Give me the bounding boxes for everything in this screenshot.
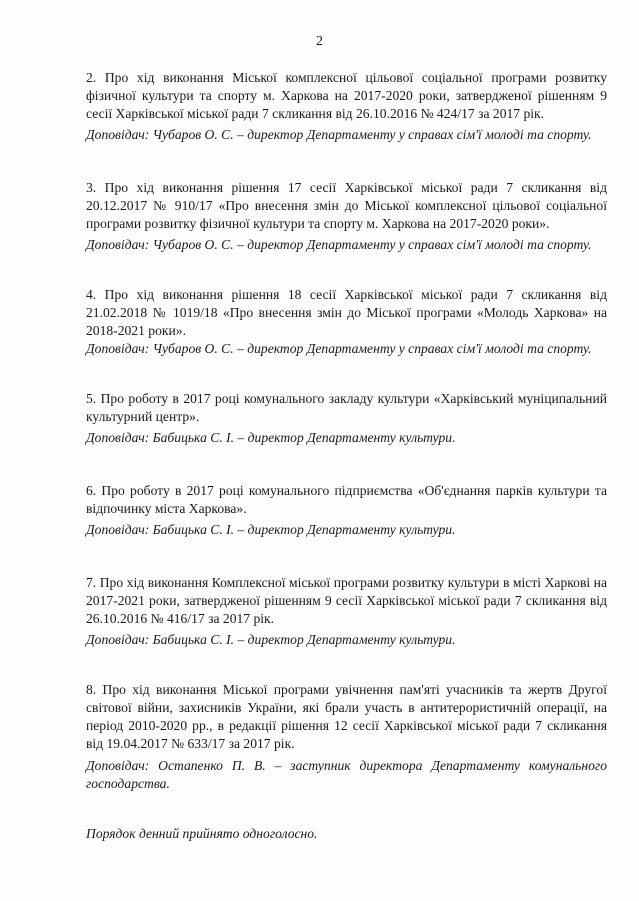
agenda-item-4 bbox=[86, 286, 607, 358]
speaker-line: Доповідач: Бабицька С. І. – директор Департаменту культури. bbox=[86, 522, 456, 537]
closing-statement: Порядок денний прийнято одноголосно. bbox=[86, 826, 318, 841]
agenda-item-2 bbox=[86, 69, 607, 144]
agenda-item-text: 4. Про хід виконання рішення 18 сесії Харківської міської ради 7 скликання від 21.02.2018 № 1019/18 «Про внесення змін до Міської програми «Молодь Харкова» на 2018-2021 роки». bbox=[86, 287, 607, 338]
agenda-item-text: 6. Про роботу в 2017 році комунального підприємства «Об'єднання парків культури та відпочинку міста Харкова». bbox=[86, 483, 607, 516]
agenda-item-text: 3. Про хід виконання рішення 17 сесії Харківської міської ради 7 скликання від 20.12.2017 № 910/17 «Про внесення змін до Міської комплексної цільової соціальної програми розвитку фізичної культури та спорту м. Харкова на 2017-2020 роки». bbox=[86, 180, 607, 231]
speaker-line: Доповідач: Чубаров О. С. – директор Департаменту у справах сім'ї молоді та спорту. bbox=[86, 127, 592, 142]
page-number: 2 bbox=[316, 34, 323, 49]
speaker-line: Доповідач: Чубаров О. С. – директор Департаменту у справах сім'ї молоді та спорту. bbox=[86, 237, 592, 252]
speaker-line: Доповідач: Остапенко П. В. – заступник директора Департаменту комунального господарства. bbox=[86, 758, 607, 791]
agenda-item-5 bbox=[86, 390, 607, 447]
agenda-item-text: 8. Про хід виконання Міської програми увічнення пам'яті учасників та жертв Другої світової війни, захисників України, які брали участь в антитерористичній операції, на період 2010-2020 рр., в редакції рішення 12 сесії Харківської міської ради 7 скликання від 19.04.2017 № 633/17 за 2017 рік. bbox=[86, 682, 607, 751]
agenda-item-8 bbox=[86, 681, 607, 793]
agenda-content bbox=[86, 69, 607, 843]
speaker-line: Доповідач: Бабицька С. І. – директор Департаменту культури. bbox=[86, 430, 456, 445]
agenda-item-text: 5. Про роботу в 2017 році комунального закладу культури «Харківський муніципальний культурний центр». bbox=[86, 391, 607, 424]
agenda-item-6 bbox=[86, 482, 607, 539]
agenda-item-text: 2. Про хід виконання Міської комплексної цільової соціальної програми розвитку фізичної культури та спорту м. Харкова на 2017-2020 роки, затвердженої рішенням 9 сесії Харківської міської ради 7 скликання від 26.10.2016 № 424/17 за 2017 рік. bbox=[86, 70, 607, 121]
agenda-item-text: 7. Про хід виконання Комплексної міської програми розвитку культури в місті Харкові на 2017-2021 роки, затвердженої рішенням 9 сесії Харківської міської ради 7 скликання від 26.10.2016 № 416/17 за 2017 рік. bbox=[86, 575, 607, 626]
speaker-line: Доповідач: Чубаров О. С. – директор Департаменту у справах сім'ї молоді та спорту. bbox=[86, 341, 592, 356]
speaker-line: Доповідач: Бабицька С. І. – директор Департаменту культури. bbox=[86, 632, 456, 647]
agenda-item-3 bbox=[86, 179, 607, 254]
agenda-item-7 bbox=[86, 574, 607, 649]
